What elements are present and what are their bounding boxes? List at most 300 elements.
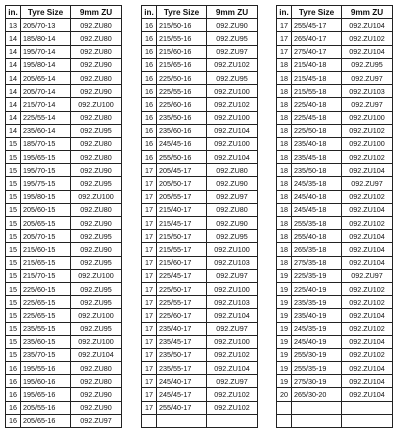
- header-row: [277, 6, 393, 19]
- chain-code-cell: 092.ZU97: [342, 71, 393, 84]
- tyre-size-cell: 265/40-17: [292, 32, 342, 45]
- rim-inch-cell: 16: [6, 388, 21, 401]
- chain-code-cell: 092.ZU80: [207, 164, 258, 177]
- tyre-size-cell: 255/35-18: [292, 217, 342, 230]
- chain-code-cell: 092.ZU90: [71, 58, 122, 71]
- tyre-size-cell: 265/35-18: [292, 243, 342, 256]
- rim-inch-cell: 18: [277, 58, 292, 71]
- rim-inch-cell: 13: [6, 19, 21, 32]
- rim-inch-cell: 14: [6, 111, 21, 124]
- rim-inch-cell: 19: [277, 322, 292, 335]
- size-table-column-3: [276, 5, 393, 428]
- table-row: [277, 256, 393, 269]
- tyre-size-cell: 215/55-16: [157, 32, 207, 45]
- table-row: [277, 309, 393, 322]
- tyre-size-cell: 195/55-16: [21, 362, 71, 375]
- tyre-size-cell: 245/40-17: [157, 375, 207, 388]
- tyre-size-cell: 215/50-17: [157, 230, 207, 243]
- chain-code-cell: 092.ZU90: [71, 164, 122, 177]
- rim-inch-cell: 17: [142, 401, 157, 414]
- table-row: [6, 243, 122, 256]
- rim-inch-cell: 16: [142, 19, 157, 32]
- rim-inch-cell: 16: [142, 124, 157, 137]
- tyre-size-cell: 185/70-15: [21, 137, 71, 150]
- chain-code-cell: 092.ZU97: [207, 375, 258, 388]
- chain-code-cell: 092.ZU80: [71, 111, 122, 124]
- tyre-size-cell: 235/40-18: [292, 137, 342, 150]
- chain-code-cell: 092.ZU80: [71, 203, 122, 216]
- table-row: [277, 322, 393, 335]
- rim-inch-cell: 15: [6, 243, 21, 256]
- tyre-size-cell: 255/40-17: [157, 401, 207, 414]
- table-row: [277, 19, 393, 32]
- tyre-size-cell: 215/65-15: [21, 256, 71, 269]
- tyre-size-cell: 215/70-15: [21, 269, 71, 282]
- chain-code-cell: 092.ZU100: [71, 335, 122, 348]
- tyre-size-cell: 215/45-17: [157, 217, 207, 230]
- chain-code-cell: 092.ZU80: [71, 151, 122, 164]
- tyre-size-cell: 255/45-17: [292, 19, 342, 32]
- chain-code-cell: 092.ZU80: [71, 71, 122, 84]
- tyre-size-cell: 215/70-14: [21, 98, 71, 111]
- chain-code-cell: 092.ZU100: [71, 309, 122, 322]
- chain-code-cell: 092.ZU103: [342, 85, 393, 98]
- table-row: [277, 164, 393, 177]
- tyre-size-cell: 245/45-18: [292, 203, 342, 216]
- chain-code-cell: [342, 414, 393, 427]
- table-row: [277, 375, 393, 388]
- rim-inch-cell: 15: [6, 177, 21, 190]
- table-row: [142, 282, 258, 295]
- rim-inch-cell: 18: [277, 230, 292, 243]
- tyre-size-cell: 225/45-18: [292, 111, 342, 124]
- rim-inch-cell: 15: [6, 190, 21, 203]
- tyre-size-cell: 205/60-15: [21, 203, 71, 216]
- rim-inch-cell: 17: [142, 348, 157, 361]
- rim-inch-cell: 18: [277, 243, 292, 256]
- tyre-size-cell: 205/55-17: [157, 190, 207, 203]
- rim-inch-cell: 16: [142, 111, 157, 124]
- table-row: [142, 296, 258, 309]
- chain-code-cell: 092.ZU104: [342, 375, 393, 388]
- rim-inch-cell: 16: [142, 98, 157, 111]
- tyre-size-cell: 225/50-17: [157, 282, 207, 295]
- table-row: [277, 203, 393, 216]
- chain-code-cell: 092.ZU97: [342, 269, 393, 282]
- rim-inch-cell: 14: [6, 124, 21, 137]
- rim-inch-cell: 17: [142, 296, 157, 309]
- chain-code-cell: 092.ZU95: [207, 71, 258, 84]
- rim-inch-cell: [142, 414, 157, 427]
- chain-code-cell: 092.ZU90: [71, 243, 122, 256]
- chain-code-cell: 092.ZU102: [342, 322, 393, 335]
- chain-code-cell: 092.ZU80: [71, 137, 122, 150]
- chain-code-cell: 092.ZU100: [71, 98, 122, 111]
- rim-inch-cell: 15: [6, 256, 21, 269]
- tyre-size-cell: 235/70-15: [21, 348, 71, 361]
- table-row: [277, 124, 393, 137]
- table-row: [142, 243, 258, 256]
- tyre-size-cell: 225/45-17: [157, 269, 207, 282]
- chain-code-cell: 092.ZU104: [342, 164, 393, 177]
- rim-inch-cell: 16: [142, 45, 157, 58]
- chain-code-cell: 092.ZU95: [342, 58, 393, 71]
- chain-code-cell: 092.ZU90: [207, 177, 258, 190]
- table-row: [6, 269, 122, 282]
- tyre-size-cell: 195/70-15: [21, 164, 71, 177]
- tyre-size-cell: 275/35-18: [292, 256, 342, 269]
- rim-inch-cell: 18: [277, 190, 292, 203]
- table-row: [6, 296, 122, 309]
- chain-code-cell: 092.ZU104: [342, 388, 393, 401]
- rim-inch-cell: 15: [6, 269, 21, 282]
- table-row: [6, 19, 122, 32]
- rim-inch-cell: 16: [142, 151, 157, 164]
- rim-inch-cell: 19: [277, 309, 292, 322]
- header-tyre-size: Tyre Size: [157, 6, 207, 19]
- table-body: [277, 19, 393, 428]
- table-row: [277, 296, 393, 309]
- table-row: [6, 124, 122, 137]
- rim-inch-cell: 20: [277, 388, 292, 401]
- rim-inch-cell: 14: [6, 85, 21, 98]
- rim-inch-cell: 19: [277, 296, 292, 309]
- rim-inch-cell: 14: [6, 98, 21, 111]
- table-row: [142, 322, 258, 335]
- rim-inch-cell: 18: [277, 177, 292, 190]
- rim-inch-cell: [277, 401, 292, 414]
- rim-inch-cell: 16: [6, 401, 21, 414]
- chain-code-cell: 092.ZU102: [342, 124, 393, 137]
- header-row: [6, 6, 122, 19]
- chain-code-cell: 092.ZU102: [207, 58, 258, 71]
- rim-inch-cell: 15: [6, 137, 21, 150]
- table-row: [6, 71, 122, 84]
- rim-inch-cell: 17: [277, 32, 292, 45]
- chain-code-cell: 092.ZU90: [207, 19, 258, 32]
- rim-inch-cell: 18: [277, 111, 292, 124]
- chain-code-cell: 092.ZU102: [342, 32, 393, 45]
- tyre-size-cell: 195/75-15: [21, 177, 71, 190]
- rim-inch-cell: 16: [6, 375, 21, 388]
- chain-code-cell: 092.ZU100: [207, 111, 258, 124]
- chain-code-cell: 092.ZU100: [71, 190, 122, 203]
- rim-inch-cell: 17: [277, 45, 292, 58]
- chain-code-cell: 092.ZU80: [71, 362, 122, 375]
- chain-code-cell: 092.ZU80: [71, 19, 122, 32]
- chain-code-cell: 092.ZU104: [71, 348, 122, 361]
- tyre-size-cell: 205/70-14: [21, 85, 71, 98]
- tyre-size-cell: 245/45-17: [157, 388, 207, 401]
- chain-code-cell: 092.ZU90: [207, 217, 258, 230]
- table-row: [142, 177, 258, 190]
- chain-code-cell: 092.ZU95: [71, 177, 122, 190]
- rim-inch-cell: 16: [142, 71, 157, 84]
- tyre-size-cell: 235/35-19: [292, 296, 342, 309]
- table-row: [142, 348, 258, 361]
- table-row: [142, 124, 258, 137]
- tyre-size-cell: 195/60-16: [21, 375, 71, 388]
- chain-code-cell: 092.ZU102: [342, 190, 393, 203]
- chain-code-cell: 092.ZU90: [71, 388, 122, 401]
- tyre-size-cell: 275/30-19: [292, 375, 342, 388]
- tyre-chain-size-chart: [5, 5, 396, 426]
- table-row: [277, 32, 393, 45]
- header-rim-inch: in.: [6, 6, 21, 19]
- table-row: [142, 362, 258, 375]
- chain-code-cell: 092.ZU102: [342, 151, 393, 164]
- tyre-size-cell: 235/45-18: [292, 151, 342, 164]
- tyre-size-cell: 245/45-16: [157, 137, 207, 150]
- table-row: [277, 98, 393, 111]
- table-row: [277, 388, 393, 401]
- table-row: [142, 414, 258, 427]
- table-row: [142, 19, 258, 32]
- tyre-size-cell: 225/60-15: [21, 282, 71, 295]
- table-row: [277, 177, 393, 190]
- rim-inch-cell: 19: [277, 282, 292, 295]
- tyre-size-cell: 215/45-18: [292, 71, 342, 84]
- table-row: [277, 243, 393, 256]
- tyre-size-cell: 205/65-14: [21, 71, 71, 84]
- header-rim-inch: in.: [277, 6, 292, 19]
- table-row: [142, 137, 258, 150]
- chain-code-cell: 092.ZU100: [207, 137, 258, 150]
- tyre-size-cell: 205/55-16: [21, 401, 71, 414]
- tyre-size-cell: 235/50-17: [157, 348, 207, 361]
- chain-code-cell: 092.ZU100: [207, 85, 258, 98]
- table-row: [6, 401, 122, 414]
- tyre-size-cell: 195/65-16: [21, 388, 71, 401]
- chain-code-cell: 092.ZU100: [207, 243, 258, 256]
- rim-inch-cell: 14: [6, 45, 21, 58]
- rim-inch-cell: 18: [277, 98, 292, 111]
- table-row: [277, 282, 393, 295]
- tyre-size-cell: 205/65-15: [21, 217, 71, 230]
- table-row: [142, 85, 258, 98]
- chain-code-cell: 092.ZU97: [71, 414, 122, 427]
- chain-code-cell: 092.ZU102: [207, 98, 258, 111]
- chain-code-cell: 092.ZU102: [207, 388, 258, 401]
- table-row: [277, 269, 393, 282]
- rim-inch-cell: 17: [142, 362, 157, 375]
- rim-inch-cell: 15: [6, 322, 21, 335]
- chain-code-cell: 092.ZU97: [342, 177, 393, 190]
- tyre-size-cell: 225/60-17: [157, 309, 207, 322]
- tyre-size-cell: [292, 401, 342, 414]
- tyre-size-cell: 205/50-17: [157, 177, 207, 190]
- chain-code-cell: 092.ZU104: [342, 335, 393, 348]
- rim-inch-cell: 18: [277, 151, 292, 164]
- table-row: [142, 388, 258, 401]
- rim-inch-cell: 16: [6, 414, 21, 427]
- tyre-size-cell: 215/55-18: [292, 85, 342, 98]
- chain-code-cell: 092.ZU104: [342, 309, 393, 322]
- chain-code-cell: 092.ZU95: [207, 32, 258, 45]
- rim-inch-cell: 17: [142, 269, 157, 282]
- rim-inch-cell: 18: [277, 124, 292, 137]
- table-row: [6, 137, 122, 150]
- table-row: [6, 217, 122, 230]
- table-row: [6, 98, 122, 111]
- table-row: [6, 256, 122, 269]
- chain-code-cell: 092.ZU90: [71, 401, 122, 414]
- rim-inch-cell: 17: [142, 190, 157, 203]
- tyre-size-cell: 195/65-15: [21, 151, 71, 164]
- header-rim-inch: in.: [142, 6, 157, 19]
- rim-inch-cell: 19: [277, 269, 292, 282]
- table-row: [142, 335, 258, 348]
- chain-code-cell: 092.ZU104: [342, 45, 393, 58]
- rim-inch-cell: 14: [6, 58, 21, 71]
- rim-inch-cell: 18: [277, 71, 292, 84]
- tyre-size-cell: 205/45-17: [157, 164, 207, 177]
- chain-code-cell: 092.ZU104: [342, 230, 393, 243]
- table-row: [6, 362, 122, 375]
- chain-code-cell: 092.ZU102: [342, 296, 393, 309]
- table-row: [6, 45, 122, 58]
- chain-code-cell: 092.ZU104: [342, 256, 393, 269]
- tyre-size-cell: 215/40-17: [157, 203, 207, 216]
- tyre-size-cell: [292, 414, 342, 427]
- tyre-size-cell: 215/40-18: [292, 58, 342, 71]
- chain-code-cell: 092.ZU100: [71, 269, 122, 282]
- table-row: [277, 111, 393, 124]
- rim-inch-cell: 17: [142, 203, 157, 216]
- table-row: [142, 98, 258, 111]
- tyre-size-cell: 235/40-17: [157, 322, 207, 335]
- chain-code-cell: 092.ZU90: [71, 85, 122, 98]
- table-row: [277, 414, 393, 427]
- chain-code-cell: 092.ZU103: [207, 256, 258, 269]
- tyre-size-cell: 215/60-16: [157, 45, 207, 58]
- chain-code-cell: 092.ZU100: [207, 335, 258, 348]
- rim-inch-cell: 16: [142, 58, 157, 71]
- header-tyre-size: Tyre Size: [292, 6, 342, 19]
- table-row: [277, 362, 393, 375]
- chain-code-cell: 092.ZU80: [71, 32, 122, 45]
- table-row: [6, 32, 122, 45]
- rim-inch-cell: 15: [6, 217, 21, 230]
- rim-inch-cell: 17: [142, 375, 157, 388]
- chain-code-cell: 092.ZU103: [207, 296, 258, 309]
- table-row: [6, 322, 122, 335]
- tyre-size-cell: 245/40-19: [292, 335, 342, 348]
- rim-inch-cell: 17: [142, 177, 157, 190]
- chain-code-cell: 092.ZU80: [207, 203, 258, 216]
- tyre-size-cell: [157, 414, 207, 427]
- rim-inch-cell: 18: [277, 203, 292, 216]
- rim-inch-cell: [277, 414, 292, 427]
- tyre-size-cell: 215/60-15: [21, 243, 71, 256]
- tyre-size-cell: 255/30-19: [292, 348, 342, 361]
- table-row: [277, 58, 393, 71]
- tyre-size-cell: 215/55-17: [157, 243, 207, 256]
- tyre-size-cell: 235/45-17: [157, 335, 207, 348]
- chain-code-cell: 092.ZU95: [71, 256, 122, 269]
- table-row: [6, 58, 122, 71]
- table-row: [142, 164, 258, 177]
- chain-code-cell: 092.ZU100: [342, 137, 393, 150]
- tyre-size-cell: 185/80-14: [21, 32, 71, 45]
- tyre-size-cell: 245/35-18: [292, 177, 342, 190]
- rim-inch-cell: 17: [142, 243, 157, 256]
- rim-inch-cell: 17: [142, 230, 157, 243]
- tyre-size-cell: 205/70-13: [21, 19, 71, 32]
- table-row: [6, 164, 122, 177]
- tyre-size-cell: 235/50-16: [157, 111, 207, 124]
- tyre-size-cell: 235/50-18: [292, 164, 342, 177]
- tyre-size-cell: 225/60-16: [157, 98, 207, 111]
- table-row: [142, 58, 258, 71]
- table-row: [142, 32, 258, 45]
- chain-code-cell: 092.ZU102: [342, 348, 393, 361]
- tyre-size-cell: 245/40-18: [292, 190, 342, 203]
- rim-inch-cell: 16: [142, 137, 157, 150]
- rim-inch-cell: 19: [277, 375, 292, 388]
- table-row: [277, 401, 393, 414]
- rim-inch-cell: 15: [6, 309, 21, 322]
- tyre-size-cell: 205/65-16: [21, 414, 71, 427]
- tyre-size-cell: 255/40-18: [292, 230, 342, 243]
- chain-code-cell: [207, 414, 258, 427]
- rim-inch-cell: 15: [6, 282, 21, 295]
- tyre-size-cell: 245/35-19: [292, 322, 342, 335]
- chain-code-cell: 092.ZU104: [207, 151, 258, 164]
- chain-code-cell: 092.ZU102: [342, 282, 393, 295]
- chain-code-cell: 092.ZU95: [71, 230, 122, 243]
- table-row: [142, 256, 258, 269]
- rim-inch-cell: 14: [6, 71, 21, 84]
- tyre-size-cell: 225/35-19: [292, 269, 342, 282]
- chain-code-cell: 092.ZU95: [71, 282, 122, 295]
- table-row: [277, 190, 393, 203]
- chain-code-cell: 092.ZU97: [207, 322, 258, 335]
- rim-inch-cell: 15: [6, 296, 21, 309]
- rim-inch-cell: 15: [6, 151, 21, 164]
- rim-inch-cell: 17: [142, 217, 157, 230]
- size-table-column-2: [141, 5, 258, 428]
- tyre-size-cell: 205/70-15: [21, 230, 71, 243]
- chain-code-cell: 092.ZU104: [342, 203, 393, 216]
- tyre-size-cell: 195/70-14: [21, 45, 71, 58]
- chain-code-cell: 092.ZU100: [207, 282, 258, 295]
- tyre-size-cell: 275/40-17: [292, 45, 342, 58]
- chain-code-cell: 092.ZU95: [207, 230, 258, 243]
- tyre-size-cell: 225/65-15: [21, 296, 71, 309]
- tyre-size-cell: 265/30-20: [292, 388, 342, 401]
- tyre-size-cell: 225/65-15: [21, 309, 71, 322]
- chain-code-cell: 092.ZU102: [207, 401, 258, 414]
- rim-inch-cell: 16: [142, 85, 157, 98]
- chain-code-cell: 092.ZU80: [71, 45, 122, 58]
- chain-code-cell: 092.ZU104: [207, 309, 258, 322]
- rim-inch-cell: 16: [6, 362, 21, 375]
- chain-code-cell: 092.ZU104: [207, 124, 258, 137]
- rim-inch-cell: 15: [6, 203, 21, 216]
- tyre-size-cell: 235/55-17: [157, 362, 207, 375]
- tyre-size-cell: 225/50-16: [157, 71, 207, 84]
- table-row: [6, 309, 122, 322]
- table-row: [6, 414, 122, 427]
- table-row: [142, 203, 258, 216]
- chain-code-cell: 092.ZU104: [342, 362, 393, 375]
- rim-inch-cell: 17: [142, 309, 157, 322]
- table-row: [277, 230, 393, 243]
- chain-code-cell: 092.ZU97: [207, 190, 258, 203]
- chain-code-cell: 092.ZU97: [207, 45, 258, 58]
- table-row: [142, 111, 258, 124]
